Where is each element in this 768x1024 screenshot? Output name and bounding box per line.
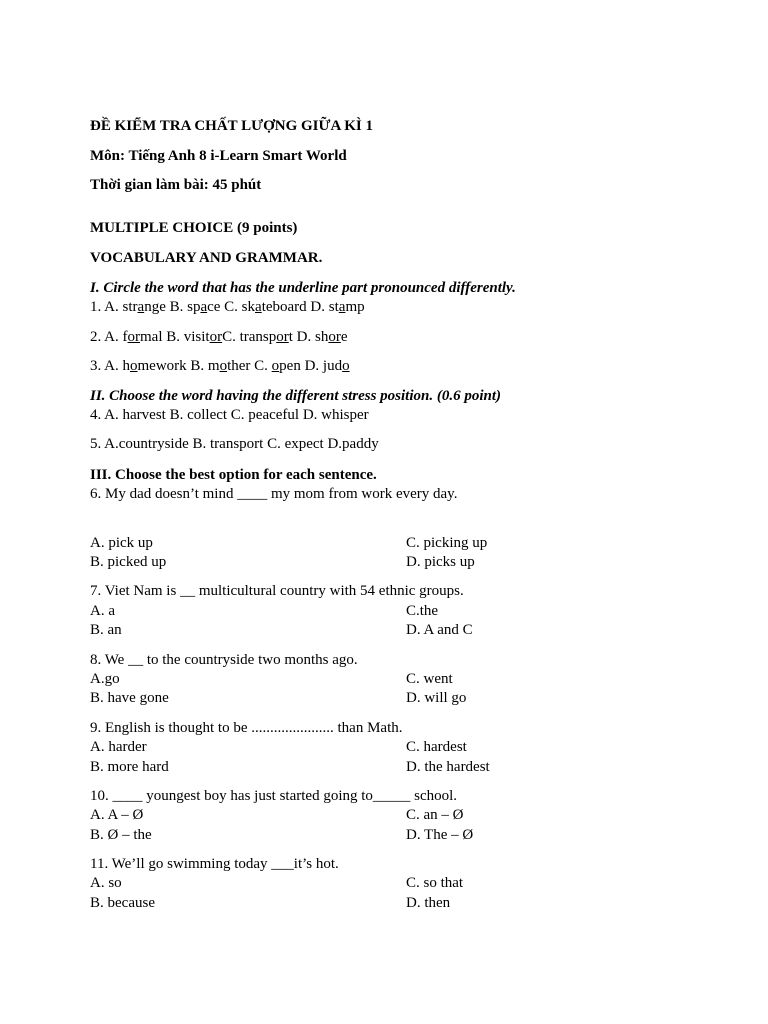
part3-instruction: III. Choose the best option for each sentence. [90, 467, 377, 483]
question-9-stem: 9. English is thought to be ...................... than Math. [90, 720, 403, 736]
question-7-option-a: A. a [90, 603, 115, 619]
question-7-option-c: C.the [406, 603, 439, 619]
question-2: 2. A. formal B. visitorC. transport D. shore [90, 329, 348, 345]
subject-line: Môn: Tiếng Anh 8 i-Learn Smart World [90, 148, 347, 164]
question-6-option-c: C. picking up [406, 535, 488, 551]
question-10-option-b: B. Ø – the [90, 827, 152, 843]
question-9-option-c: C. hardest [406, 739, 467, 755]
time-line: Thời gian làm bài: 45 phút [90, 177, 262, 193]
question-11-stem: 11. We’ll go swimming today ___it’s hot. [90, 856, 339, 872]
question-7-stem: 7. Viet Nam is __ multicultural country with 54 ethnic groups. [90, 583, 464, 599]
question-1: 1. A. strange B. space C. skateboard D. stamp [90, 299, 365, 315]
vocab-grammar-heading: VOCABULARY AND GRAMMAR. [90, 250, 323, 266]
part1-instruction: I. Circle the word that has the underline part pronounced differently. [90, 280, 516, 296]
question-8-option-a: A.go [90, 671, 120, 687]
question-11-option-d: D. then [406, 895, 451, 911]
question-7-option-d: D. A and C [406, 622, 473, 638]
question-9-option-b: B. more hard [90, 759, 169, 775]
question-10-stem: 10. ____ youngest boy has just started going to_____ school. [90, 788, 458, 804]
question-6-option-d: D. picks up [406, 554, 475, 570]
question-10-option-a: A. A – Ø [90, 807, 144, 823]
multiple-choice-heading: MULTIPLE CHOICE (9 points) [90, 220, 298, 236]
question-5: 5. A.countryside B. transport C. expect D.paddy [90, 436, 379, 452]
question-7-option-b: B. an [90, 622, 122, 638]
question-8-stem: 8. We __ to the countryside two months ago. [90, 652, 358, 668]
question-11-option-a: A. so [90, 875, 122, 891]
question-10-option-c: C. an – Ø [406, 807, 464, 823]
question-11-option-b: B. because [90, 895, 155, 911]
question-10-option-d: D. The – Ø [406, 827, 474, 843]
part2-instruction: II. Choose the word having the different stress position. (0.6 point) [90, 388, 502, 404]
question-6-stem: 6. My dad doesn’t mind ____ my mom from work every day. [90, 486, 458, 502]
question-6-option-a: A. pick up [90, 535, 153, 551]
question-8-option-d: D. will go [406, 690, 467, 706]
question-9-option-a: A. harder [90, 739, 147, 755]
question-8-option-c: C. went [406, 671, 453, 687]
question-4: 4. A. harvest B. collect C. peaceful D. whisper [90, 407, 369, 423]
exam-title: ĐỀ KIỂM TRA CHẤT LƯỢNG GIỮA KÌ 1 [90, 118, 373, 134]
question-3: 3. A. homework B. mother C. open D. judo [90, 358, 350, 374]
question-6-option-b: B. picked up [90, 554, 167, 570]
question-8-option-b: B. have gone [90, 690, 169, 706]
question-11-option-c: C. so that [406, 875, 464, 891]
question-9-option-d: D. the hardest [406, 759, 490, 775]
